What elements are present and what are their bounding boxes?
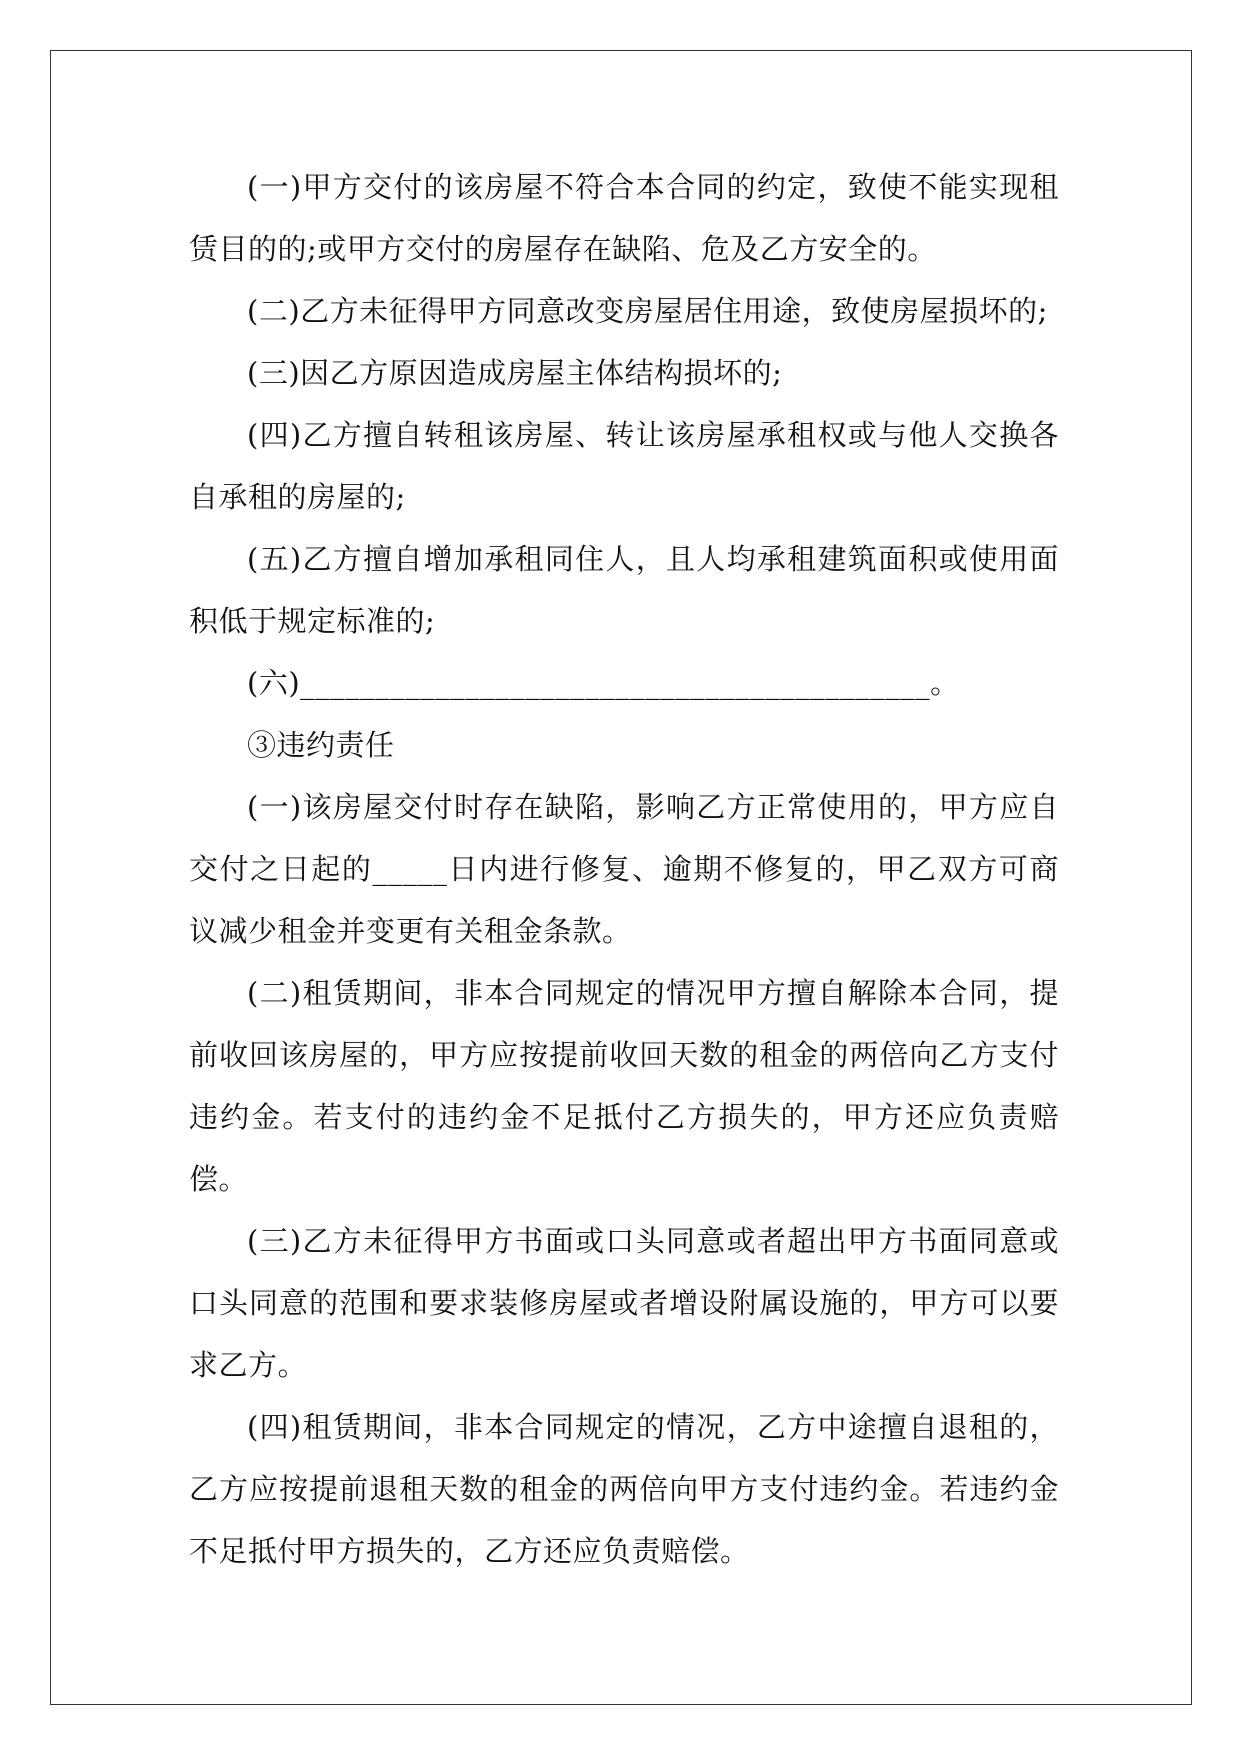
clause-paragraph: (一)甲方交付的该房屋不符合本合同的约定，致使不能实现租赁目的的;或甲方交付的房屋存在缺陷、危及乙方安全的。 xyxy=(189,170,1059,266)
clause-paragraph: (一)该房屋交付时存在缺陷，影响乙方正常使用的，甲方应自交付之日起的_____日内进行修复、逾期不修复的，甲乙双方可商议减少租金并变更有关租金条款。 xyxy=(189,790,1059,948)
clause-paragraph: (六)__________________________________________。 xyxy=(247,666,960,700)
section-heading: ③违约责任 xyxy=(247,728,395,762)
clause-paragraph: (三)因乙方原因造成房屋主体结构损坏的; xyxy=(247,356,783,390)
clause-paragraph: (四)乙方擅自转租该房屋、转让该房屋承租权或与他人交换各自承租的房屋的; xyxy=(189,418,1059,514)
document-body xyxy=(189,156,1059,1582)
clause-paragraph: (三)乙方未征得甲方书面或口头同意或者超出甲方书面同意或口头同意的范围和要求装修房屋或者增设附属设施的，甲方可以要求乙方。 xyxy=(189,1224,1059,1382)
clause-paragraph: (四)租赁期间，非本合同规定的情况，乙方中途擅自退租的，乙方应按提前退租天数的租金的两倍向甲方支付违约金。若违约金不足抵付甲方损失的，乙方还应负责赔偿。 xyxy=(189,1410,1059,1568)
clause-paragraph: (二)租赁期间，非本合同规定的情况甲方擅自解除本合同，提前收回该房屋的，甲方应按提前收回天数的租金的两倍向乙方支付违约金。若支付的违约金不足抵付乙方损失的，甲方还应负责赔偿。 xyxy=(189,976,1059,1196)
clause-paragraph: (五)乙方擅自增加承租同住人，且人均承租建筑面积或使用面积低于规定标准的; xyxy=(189,542,1059,638)
clause-paragraph: (二)乙方未征得甲方同意改变房屋居住用途，致使房屋损坏的; xyxy=(247,294,1048,328)
